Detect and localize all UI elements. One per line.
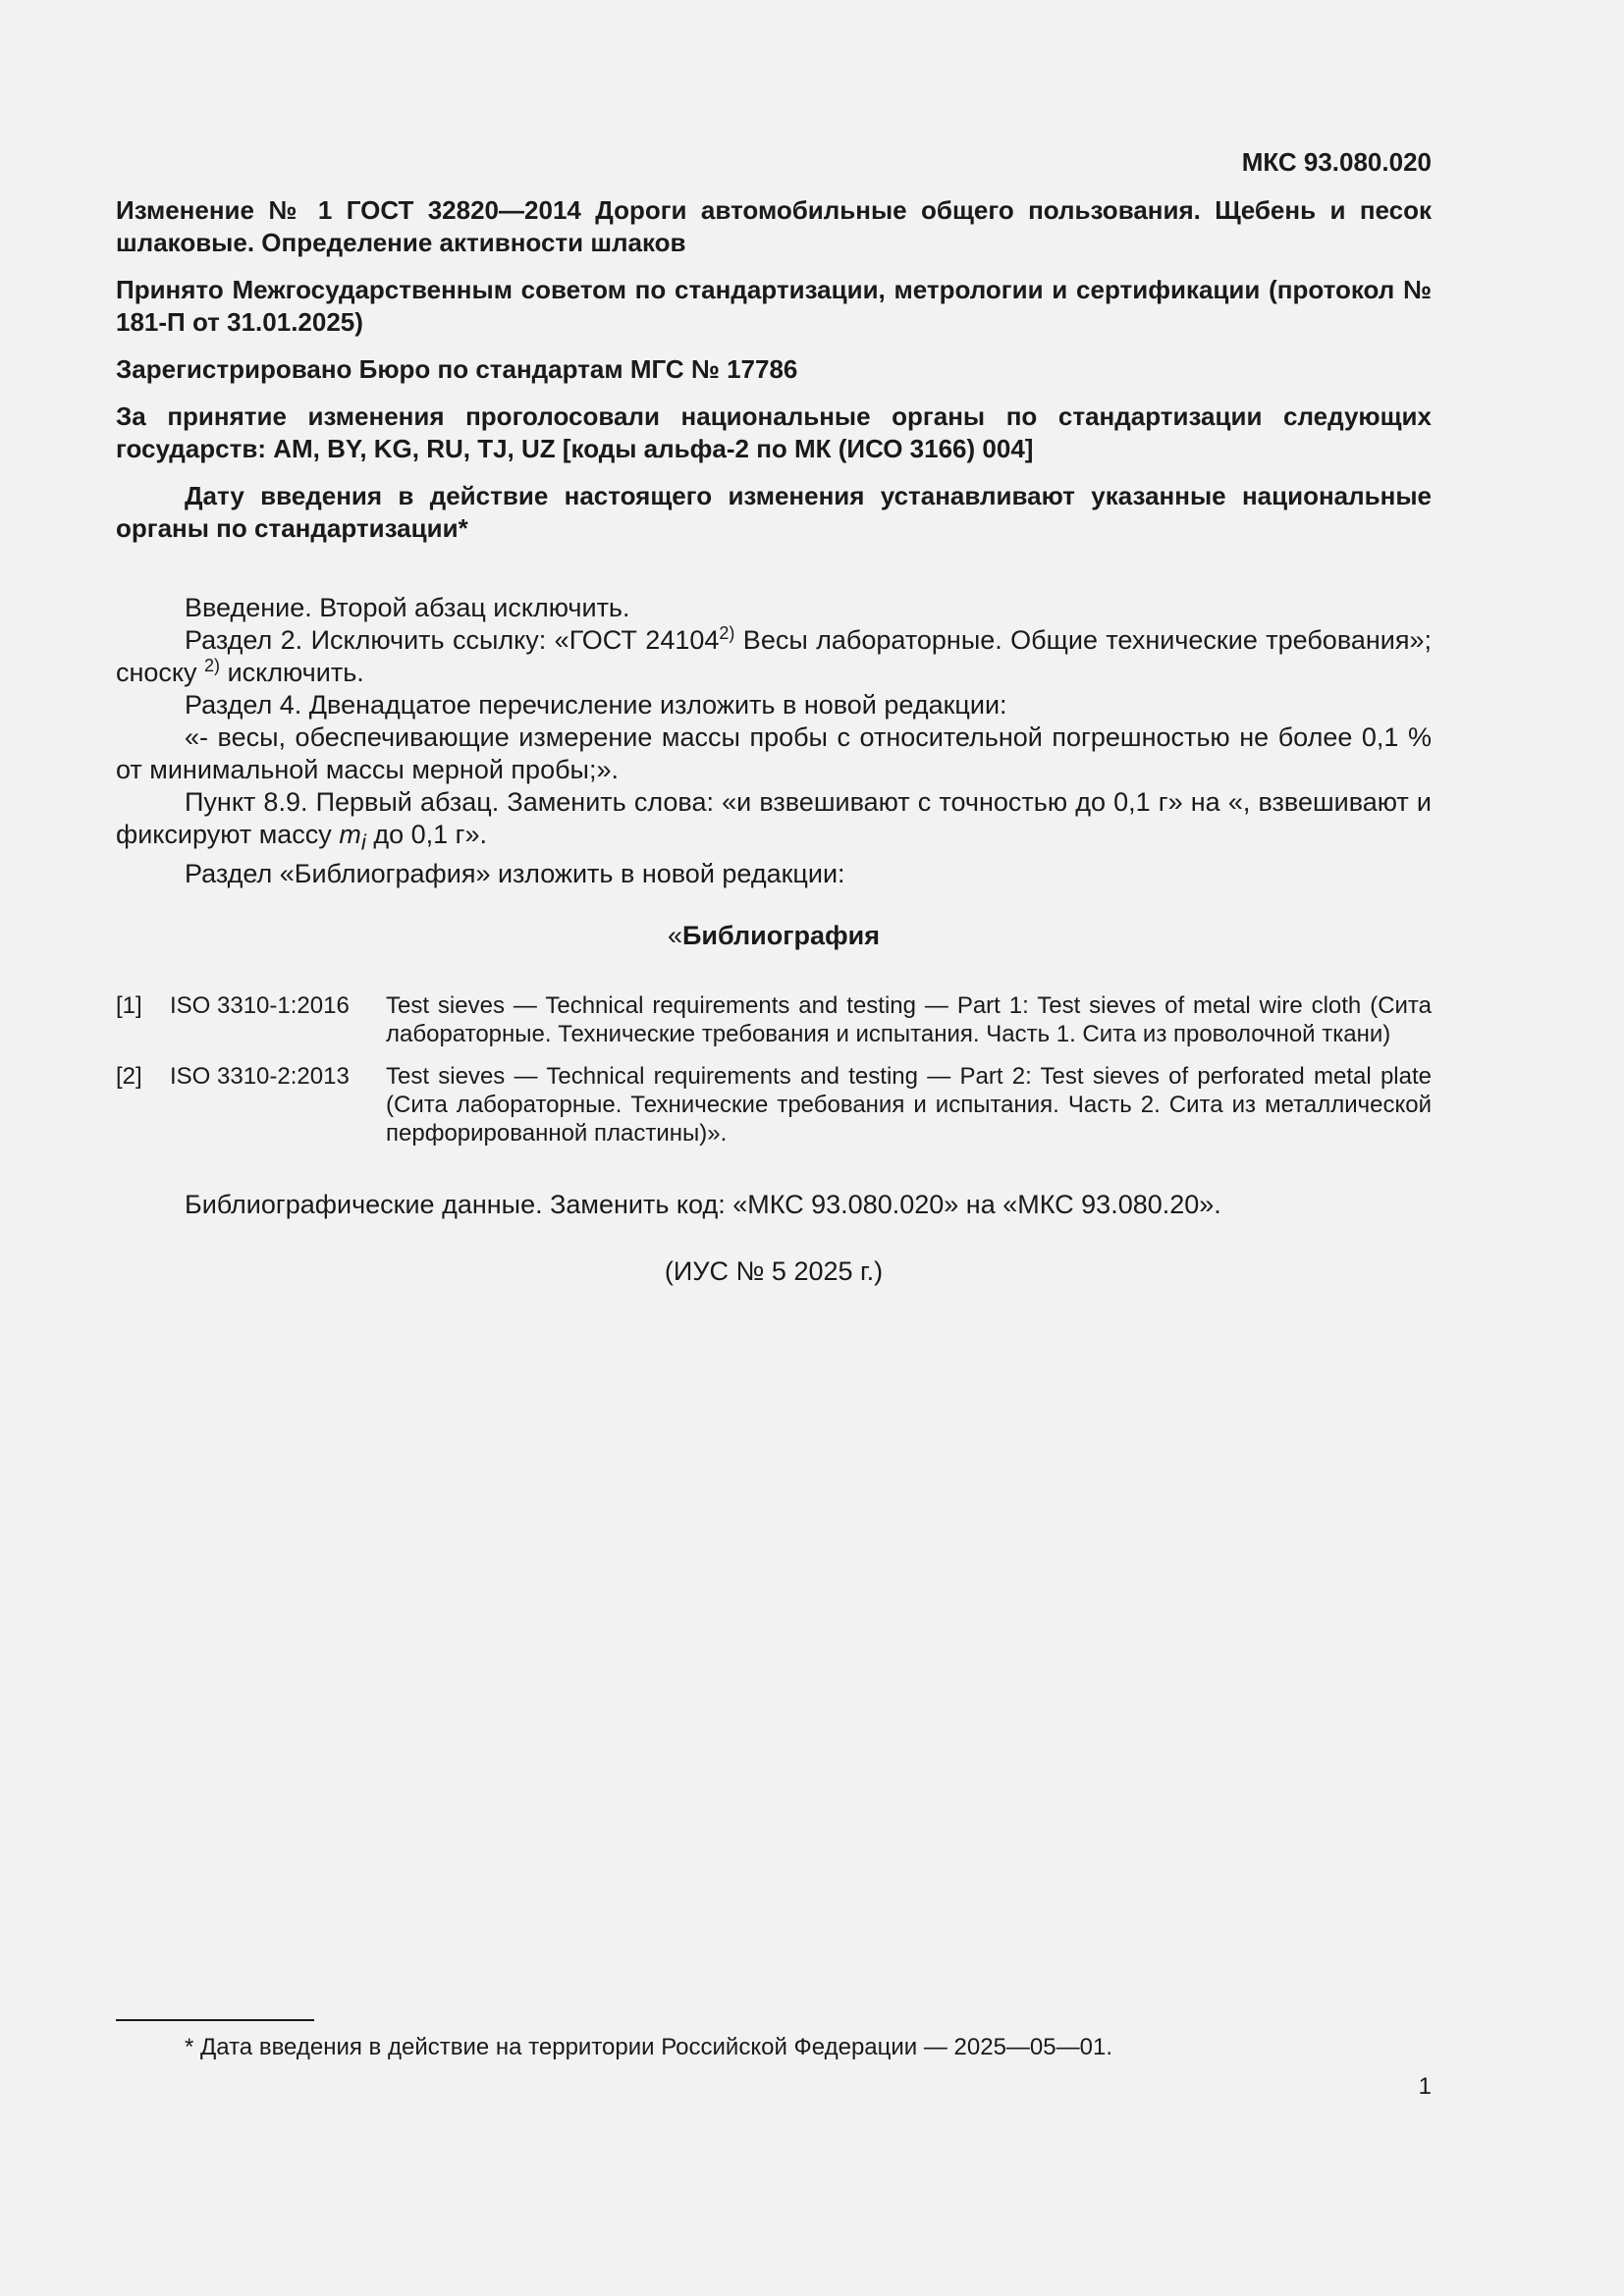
- bibliography-list: [116, 991, 1432, 1161]
- entry-text: Test sieves — Technical requirements and testing — Part 1: Test sieves of metal wire cloth (Сита лабораторные. Технические требования и испытания. Часть 1. Сита из проволочной ткани): [386, 992, 1432, 1047]
- paragraph-section-4: Раздел 4. Двенадцатое перечисление изложить в новой редакции:: [185, 690, 1007, 720]
- amendment-body: [116, 592, 1432, 890]
- open-quote: «: [667, 921, 683, 950]
- paragraph-clause-8-9: [116, 786, 1432, 858]
- footnote-ref: 2): [719, 623, 735, 643]
- text-fragment: Пункт 8.9. Первый абзац. Заменить слова: «и взвешивают с точностью до 0,1 г» на «, взвешивают и фиксируют массу: [116, 787, 1432, 849]
- entry-number: [1]: [116, 992, 142, 1019]
- page-number: 1: [1418, 2073, 1432, 2100]
- paragraph-scales-item: «- весы, обеспечивающие измерение массы пробы с относительной погрешностью не более 0,1 % от минимальной массы мерной пробы;».: [116, 722, 1432, 784]
- registered-statement: Зарегистрировано Бюро по стандартам МГС № 17786: [116, 354, 798, 384]
- entry-code: ISO 3310-2:2013: [170, 1063, 350, 1090]
- entry-text: Test sieves — Technical requirements and testing — Part 2: Test sieves of perforated metal plate (Сита лабораторные. Технические требования и испытания. Часть 2. Сита из металлической перфорированной пластины)».: [386, 1063, 1432, 1147]
- mks-code: МКС 93.080.020: [1241, 147, 1432, 177]
- change-title: Изменение № 1 ГОСТ 32820—2014 Дороги автомобильные общего пользования. Щебень и песок шлаковые. Определение активности шлаков: [116, 195, 1432, 257]
- paragraph-introduction: Введение. Второй абзац исключить.: [185, 593, 630, 622]
- text-fragment: Весы лабораторные. Общие технические требования»; сноску: [116, 625, 1433, 687]
- paragraph-bibliography-intro: Раздел «Библиография» изложить в новой редакции:: [185, 859, 845, 889]
- bibliographic-data-change: Библиографические данные. Заменить код: «МКС 93.080.020» на «МКС 93.080.20».: [185, 1190, 1221, 1219]
- bibliography-heading: Библиография: [682, 921, 880, 950]
- mass-variable: m: [339, 820, 361, 849]
- voted-statement: За принятие изменения проголосовали национальные органы по стандартизации следующих государств: AM, BY, KG, RU, TJ, UZ [коды альфа-2 по МК (ИСО 3166) 004]: [116, 401, 1432, 463]
- text-fragment: Раздел 2. Исключить ссылку: «ГОСТ 24104: [185, 625, 720, 655]
- footnote-ref: 2): [204, 656, 221, 675]
- footnote-separator: [116, 2019, 314, 2021]
- ius-reference: (ИУС № 5 2025 г.): [664, 1256, 884, 1286]
- bibliography-entry: [116, 991, 1432, 1048]
- subscript-i: i: [360, 829, 366, 855]
- entry-code: ISO 3310-1:2016: [170, 992, 350, 1019]
- bibliography-entry: [116, 1062, 1432, 1148]
- paragraph-section-2: [116, 624, 1432, 689]
- bibliography-title: [116, 921, 1432, 951]
- date-note: Дату введения в действие настоящего изменения устанавливают указанные национальные органы по стандартизации*: [116, 481, 1432, 543]
- adopted-statement: Принято Межгосударственным советом по стандартизации, метрологии и сертификации (протокол № 181-П от 31.01.2025): [116, 275, 1432, 337]
- entry-number: [2]: [116, 1063, 142, 1090]
- footnote: * Дата введения в действие на территории Российской Федерации — 2025—05—01.: [185, 2034, 1112, 2060]
- text-fragment: исключить.: [220, 658, 364, 687]
- header-block: [116, 194, 1432, 560]
- text-fragment: до 0,1 г».: [365, 820, 487, 849]
